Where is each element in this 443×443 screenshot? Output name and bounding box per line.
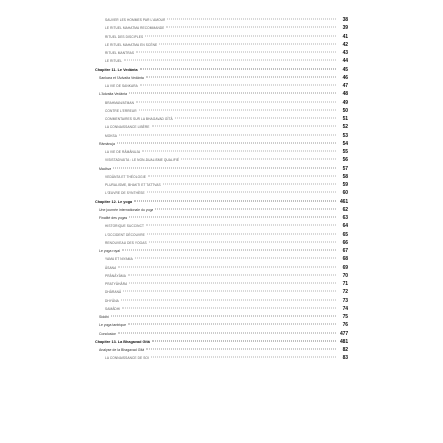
dot-leader: [121, 299, 336, 300]
toc-entry-title: LA VIE DE SANKARA: [105, 84, 138, 88]
dot-leader: [134, 200, 336, 201]
toc-entry: [95, 346, 348, 354]
toc-chapter-entry: [95, 66, 348, 74]
toc-entry-title: RITUEL DES DISCIPLES: [105, 34, 144, 39]
toc-page-number: 58: [342, 173, 348, 180]
toc-entry: [95, 280, 348, 288]
toc-page-number: 38: [342, 17, 348, 23]
dot-leader: [118, 332, 336, 333]
toc-page-number: 461: [339, 198, 348, 205]
dot-leader: [148, 175, 336, 176]
toc-page-number: 56: [342, 157, 348, 164]
toc-page-number: 52: [342, 124, 348, 131]
toc-entry-title: COMMENTAIRES SUR LA BHAGAVAD GÎTÂ: [105, 117, 173, 121]
toc-entry-title: RITUEL MANTRAS: [105, 51, 135, 55]
toc-entry-title: SAUVER LES HOMMES PAR L'AMOUR: [105, 18, 166, 22]
dot-leader: [159, 43, 336, 44]
toc-page-number: 54: [342, 140, 348, 147]
toc-entry-title: PLURALISME, BHAKTI ET TATTVAS: [105, 183, 161, 187]
toc-entry-title: LE RITUEL MAHATMA EN SCÈNE: [105, 42, 158, 47]
toc-entry-title: Chapitre 13. La Bhagavad Gîtâ: [95, 339, 150, 344]
toc-entry: [95, 148, 348, 156]
toc-entry: [95, 305, 348, 313]
dot-leader: [140, 85, 336, 86]
toc-entry: [95, 132, 348, 140]
toc-entry-title: Le yoga tantrique: [99, 323, 127, 328]
toc-entry-title: VEDÂNTA ET THÉOLOGIE: [105, 174, 146, 179]
dot-leader: [147, 233, 336, 234]
toc-entry-title: RENOUVEAU DES YOGAS: [105, 240, 147, 245]
dot-leader: [166, 27, 336, 28]
dot-leader: [163, 184, 336, 185]
toc-page-number: 76: [342, 322, 348, 329]
dot-leader: [128, 324, 336, 325]
dot-leader: [145, 35, 336, 36]
dot-leader: [119, 134, 336, 135]
toc-entry-title: Siddhi: [99, 315, 109, 319]
dot-leader: [117, 142, 336, 143]
toc-page-number: 66: [342, 239, 348, 246]
toc-page-number: 60: [342, 190, 348, 197]
dot-leader: [155, 208, 336, 209]
toc-entry: [95, 16, 348, 24]
dot-leader: [136, 52, 336, 53]
dot-leader: [136, 101, 336, 102]
dot-leader: [124, 60, 336, 61]
toc-page-number: 46: [342, 74, 348, 81]
toc-page-number: 44: [342, 58, 348, 65]
toc-entry: [95, 24, 348, 32]
toc-entry: [95, 33, 348, 41]
toc-entry-title: Conclusion: [99, 331, 117, 336]
toc-entry: [95, 123, 348, 131]
dot-leader: [152, 126, 336, 127]
toc-page-number: 53: [342, 132, 348, 139]
toc-entry-title: Râmânuja: [99, 141, 115, 146]
toc-page-number: 65: [342, 231, 348, 238]
toc-entry: [95, 297, 348, 305]
toc-entry: [95, 99, 348, 107]
toc-entry: [95, 165, 348, 173]
toc-entry-title: HISTORIQUE SUCCINCT: [105, 224, 145, 229]
toc-entry: [95, 231, 348, 239]
toc-entry-title: PRATYÂHÂRA: [105, 282, 128, 286]
toc-entry: [95, 107, 348, 115]
toc-page-number: 74: [342, 305, 348, 312]
dot-leader: [123, 291, 336, 292]
toc-page-number: 83: [342, 355, 348, 362]
toc-chapter-entry: [95, 338, 348, 346]
toc-page-number: 47: [342, 83, 348, 89]
toc-entry-title: CONTRE L'ERREUR: [105, 108, 137, 113]
toc-entry: [95, 264, 348, 272]
toc-entry-title: LA VIE DE RÂMÂNUJA: [105, 150, 141, 154]
dot-leader: [140, 68, 336, 69]
toc-entry: [95, 90, 348, 98]
toc-entry: [95, 41, 348, 49]
toc-entry: [95, 82, 348, 90]
toc-entry: [95, 214, 348, 222]
toc-page-number: 73: [342, 297, 348, 304]
toc-entry: [95, 255, 348, 263]
toc-entry-title: Finalité des yogas: [99, 216, 128, 220]
toc-entry-title: LE RITUEL: [105, 59, 123, 64]
dot-leader: [129, 217, 336, 218]
toc-entry-title: PRÂNÂYÂMA: [105, 273, 126, 278]
toc-page-number: 41: [342, 33, 348, 40]
toc-entry-title: LE RITUEL MAHATMA RECOMMANDE: [105, 26, 165, 31]
toc-page-number: 72: [342, 289, 348, 296]
dot-leader: [111, 316, 336, 317]
toc-page-number: 477: [339, 330, 348, 337]
toc-entry: [95, 222, 348, 230]
toc-entry-title: DHÂRANÂ: [105, 290, 122, 295]
toc-page-number: 39: [342, 25, 348, 32]
toc-entry: [95, 57, 348, 65]
toc-entry-title: LA CONNAISSANCE LIBÈRE: [105, 125, 150, 130]
toc-entry-title: Madhva: [99, 166, 112, 171]
toc-entry: [95, 189, 348, 197]
toc-entry-title: VISISTADVAITA : LE NON-DUALISME QUALIFIÉ: [105, 158, 180, 163]
toc-entry-title: Sankara et l'Advaita Vedânta: [99, 75, 144, 80]
toc-page-number: 71: [342, 281, 348, 287]
toc-entry: [95, 272, 348, 280]
toc-entry-title: Une journée internationale du yoga: [99, 207, 154, 212]
toc-page-number: 481: [339, 338, 348, 345]
toc-entry-title: YAMA ET NIYAMA: [105, 257, 133, 262]
toc-entry-title: Le yoga royal: [99, 249, 121, 253]
toc-page-number: 51: [342, 116, 348, 122]
toc-page-number: 68: [342, 256, 348, 263]
toc-entry: [95, 321, 348, 329]
toc-page-number: 55: [342, 149, 348, 155]
toc-page-number: 43: [342, 50, 348, 56]
dot-leader: [122, 250, 336, 251]
toc-page-number: 75: [342, 314, 348, 320]
dot-leader: [122, 307, 336, 308]
toc-entry-title: DHYÂNA: [105, 298, 119, 303]
toc-entry: [95, 354, 348, 362]
toc-page-number: 70: [342, 272, 348, 279]
dot-leader: [139, 109, 336, 110]
toc-page-number: 50: [342, 107, 348, 114]
toc-page-number: 64: [342, 223, 348, 230]
dot-leader: [118, 266, 336, 267]
toc-entry: [95, 156, 348, 164]
toc-entry: [95, 288, 348, 296]
toc-entry-title: MOKSA: [105, 133, 118, 138]
toc-page-number: 49: [342, 99, 348, 106]
toc-entry-title: Chapitre 11. Le Vedânta: [95, 67, 138, 72]
toc-page-number: 67: [342, 248, 348, 254]
toc-page-number: 57: [342, 165, 348, 172]
toc-entry: [95, 74, 348, 82]
toc-page-number: 63: [342, 215, 348, 221]
toc-page-number: 59: [342, 182, 348, 188]
toc-page-number: 62: [342, 206, 348, 213]
toc-entry: [95, 239, 348, 247]
toc-entry: [95, 49, 348, 57]
toc-entry-title: L'ŒUVRE DE SYNTHÈSE: [105, 191, 145, 196]
toc-entry: [95, 181, 348, 189]
toc-entry-title: BRAHMAN/ATMAN: [105, 100, 135, 105]
dot-leader: [149, 241, 336, 242]
dot-leader: [146, 225, 336, 226]
dot-leader: [142, 151, 336, 152]
toc-chapter-entry: [95, 198, 348, 206]
toc-page-number: 48: [342, 91, 348, 98]
toc-entry-title: SAMÂDHI: [105, 306, 121, 311]
dot-leader: [175, 118, 336, 119]
toc-entry: [95, 115, 348, 123]
dot-leader: [129, 283, 336, 284]
toc-entry: [95, 313, 348, 321]
toc-entry-title: LA CONNAISSANCE DE SOI: [105, 356, 150, 361]
toc-entry: [95, 206, 348, 214]
toc-page-number: 45: [342, 66, 348, 73]
toc-entry-title: ÂSANA: [105, 265, 117, 270]
dot-leader: [135, 258, 336, 259]
dot-leader: [129, 93, 336, 94]
toc-entry-title: Chapitre 12. Le yoga: [95, 199, 133, 204]
dot-leader: [113, 167, 336, 168]
table-of-contents: [95, 16, 348, 363]
dot-leader: [167, 19, 336, 20]
toc-entry-title: Analyse de la Bhagavad Gîtâ: [99, 348, 145, 352]
dot-leader: [146, 76, 336, 77]
toc-page-number: 82: [342, 347, 348, 353]
toc-entry: [95, 140, 348, 148]
toc-page-number: 69: [342, 264, 348, 271]
dot-leader: [147, 192, 336, 193]
dot-leader: [181, 159, 336, 160]
toc-entry: [95, 173, 348, 181]
toc-entry-title: L'Advaita Vedânta: [99, 92, 128, 97]
toc-entry: [95, 330, 348, 338]
toc-page-number: 42: [342, 41, 348, 48]
dot-leader: [128, 274, 336, 275]
dot-leader: [152, 340, 336, 341]
toc-entry-title: L'OCCIDENT DÉCOUVRE: [105, 232, 145, 237]
toc-entry: [95, 247, 348, 255]
dot-leader: [151, 357, 336, 358]
dot-leader: [146, 349, 336, 350]
